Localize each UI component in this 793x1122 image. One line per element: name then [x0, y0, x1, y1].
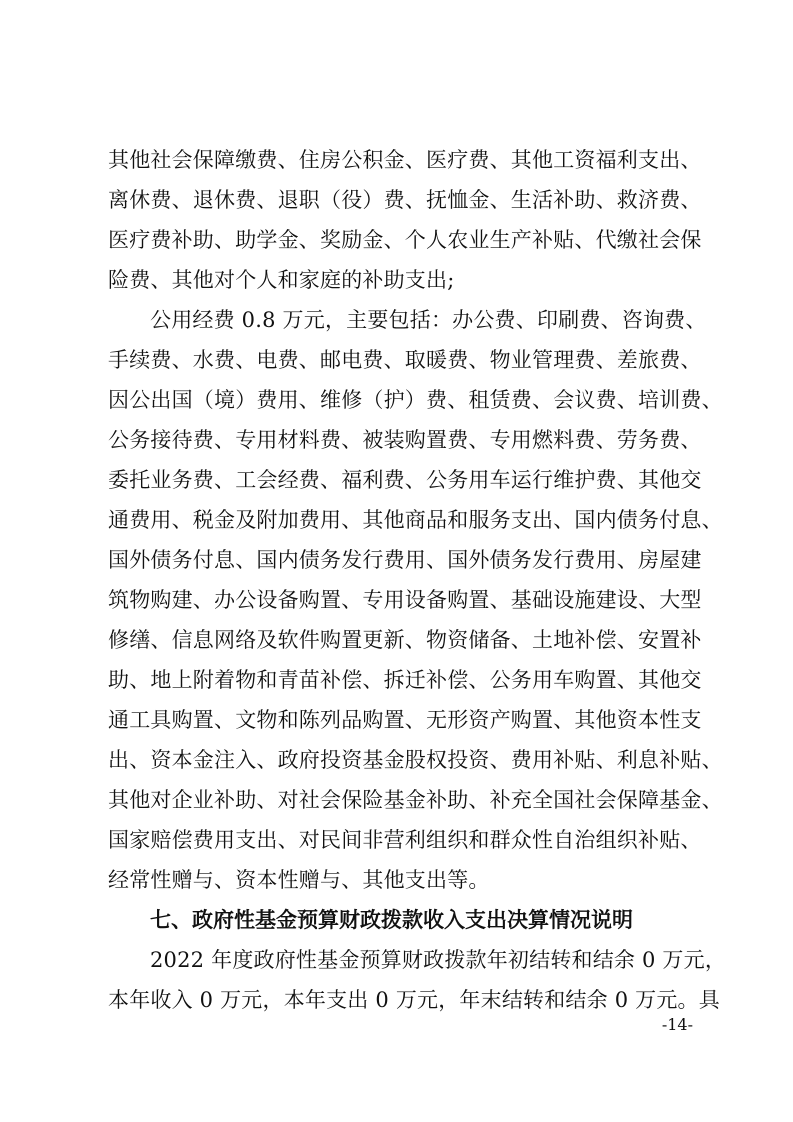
paragraph2-line: 手续费、水费、电费、邮电费、取暖费、物业管理费、差旅费、 — [108, 348, 702, 372]
paragraph1-line: 医疗费补助、助学金、奖励金、个人农业生产补贴、代缴社会保 — [108, 228, 702, 252]
paragraph2-line: 公务接待费、专用材料费、被装购置费、专用燃料费、劳务费、 — [108, 428, 702, 452]
paragraph2-line: 筑物购建、办公设备购置、专用设备购置、基础设施建设、大型 — [108, 588, 702, 612]
paragraph1-line: 离休费、退休费、退职（役）费、抚恤金、生活补助、救济费、 — [108, 188, 702, 212]
paragraph2-line: 公用经费 0.8 万元，主要包括：办公费、印刷费、咨询费、 — [150, 308, 707, 332]
paragraph2-line: 其他对企业补助、对社会保险基金补助、补充全国社会保障基金、 — [108, 788, 723, 812]
paragraph2-line: 委托业务费、工会经费、福利费、公务用车运行维护费、其他交 — [108, 468, 702, 492]
paragraph2-line: 因公出国（境）费用、维修（护）费、租赁费、会议费、培训费、 — [108, 388, 723, 412]
section-heading: 七、政府性基金预算财政拨款收入支出决算情况说明 — [150, 908, 633, 932]
paragraph2-line: 国家赔偿费用支出、对民间非营利组织和群众性自治组织补贴、 — [108, 828, 702, 852]
paragraph1-line: 险费、其他对个人和家庭的补助支出; — [108, 268, 455, 292]
paragraph2-line: 出、资本金注入、政府投资基金股权投资、费用补贴、利息补贴、 — [108, 748, 723, 772]
paragraph2-line: 通工具购置、文物和陈列品购置、无形资产购置、其他资本性支 — [108, 708, 702, 732]
page-number: -14- — [661, 1015, 693, 1034]
paragraph2-line: 助、地上附着物和青苗补偿、拆迁补偿、公务用车购置、其他交 — [108, 668, 702, 692]
paragraph2-line: 国外债务付息、国内债务发行费用、国外债务发行费用、房屋建 — [108, 548, 702, 572]
paragraph2-line: 通费用、税金及附加费用、其他商品和服务支出、国内债务付息、 — [108, 508, 723, 532]
paragraph1-line: 其他社会保障缴费、住房公积金、医疗费、其他工资福利支出、 — [108, 148, 702, 172]
paragraph2-line: 修缮、信息网络及软件购置更新、物资储备、土地补偿、安置补 — [108, 628, 702, 652]
paragraph3-line: 本年收入 0 万元，本年支出 0 万元，年末结转和结余 0 万元。具 — [108, 988, 720, 1012]
paragraph3-line: 2022 年度政府性基金预算财政拨款年初结转和结余 0 万元， — [150, 948, 727, 972]
paragraph2-line: 经常性赠与、资本性赠与、其他支出等。 — [108, 868, 490, 892]
